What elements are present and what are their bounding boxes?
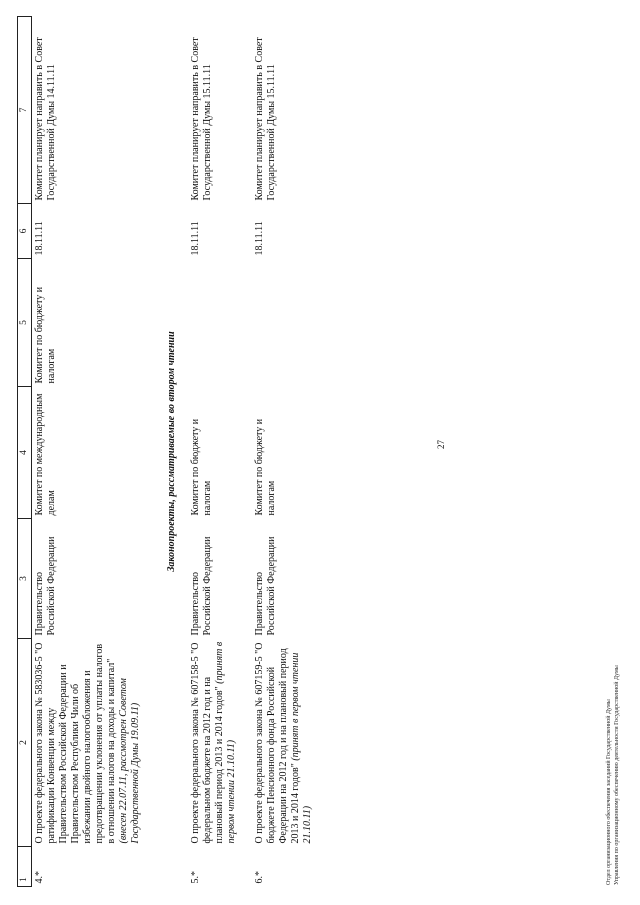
agenda-table [17,16,328,887]
page-number: 27 [436,440,446,449]
date-cell: 18.11.11 [34,221,46,256]
initiator-cell: Правительство Российской Федерации [34,536,58,636]
table-row [188,17,252,887]
initiator-cell: Правительство Российской Федерации [254,536,278,636]
bill-note: (принят в первом чтении 21.10.11) [214,641,238,844]
date-cell: 18.11.11 [254,221,266,256]
page-footer [606,665,622,885]
bill-cell [188,639,252,847]
co-committee-cell [188,259,252,387]
bill-title: О проекте федерального закона № 583036-5 "О ратификации Конвенции между Правительством Российской Федерации и Правительством Республики Чили об избежании двойного налогообложения и предотвращении уклонения от уплаты налогов в отношении налогов на доходы и капитал" [34,642,118,844]
table-header-row [18,17,32,887]
header-cell: 4 [18,387,32,519]
bill-cell [252,639,328,847]
row-number: 4.* [34,871,46,884]
bill-cell [32,639,157,847]
date-cell: 18.11.11 [190,221,202,256]
section-row [156,17,188,887]
bill-title: О проекте федерального закона № 607159-5 "О бюджете Пенсионного фонда Российской Федерации на 2012 год и на плановый период 2013 и 2014 годов" [254,642,302,844]
row-number: 6.* [254,871,266,884]
header-cell: 1 [18,847,32,887]
bill-note: (внесен 22.07.11, рассмотрен Советом Государственной Думы 19.09.11) [118,678,142,844]
plan-cell: Комитет планирует направить в Совет Государственной Думы 15.11.11 [190,37,214,201]
table-row [252,17,328,887]
co-committee-cell: Комитет по бюджету и налогам [34,286,58,384]
footer-line: Управления по организационному обеспечению деятельности Государственной Думы [613,665,620,885]
co-committee-cell [252,259,328,387]
section-title: Законопроекты, рассматриваемые во втором чтении [166,331,178,572]
initiator-cell: Правительство Российской Федерации [190,536,214,636]
row-number: 5.* [190,871,202,884]
table-row [32,17,157,887]
bill-note: (принят в первом чтении 21.10.11) [290,652,314,844]
plan-cell: Комитет планирует направить в Совет Государственной Думы 15.11.11 [254,37,278,201]
header-cell: 2 [18,639,32,847]
committee-cell: Комитет по бюджету и налогам [254,418,278,516]
committee-cell: Комитет по бюджету и налогам [190,418,214,516]
header-cell: 7 [18,17,32,204]
header-cell: 5 [18,259,32,387]
bill-title: О проекте федерального закона № 607158-5 "О федеральном бюджете на 2012 год и на плановый период 2013 и 2014 годов" [190,642,226,844]
header-cell: 6 [18,204,32,259]
header-cell: 3 [18,519,32,639]
plan-cell: Комитет планирует направить в Совет Государственной Думы 14.11.11 [34,37,58,201]
committee-cell: Комитет по международным делам [34,393,58,516]
footer-line: Отдел организационного обеспечения заседаний Государственной Думы [606,699,612,885]
